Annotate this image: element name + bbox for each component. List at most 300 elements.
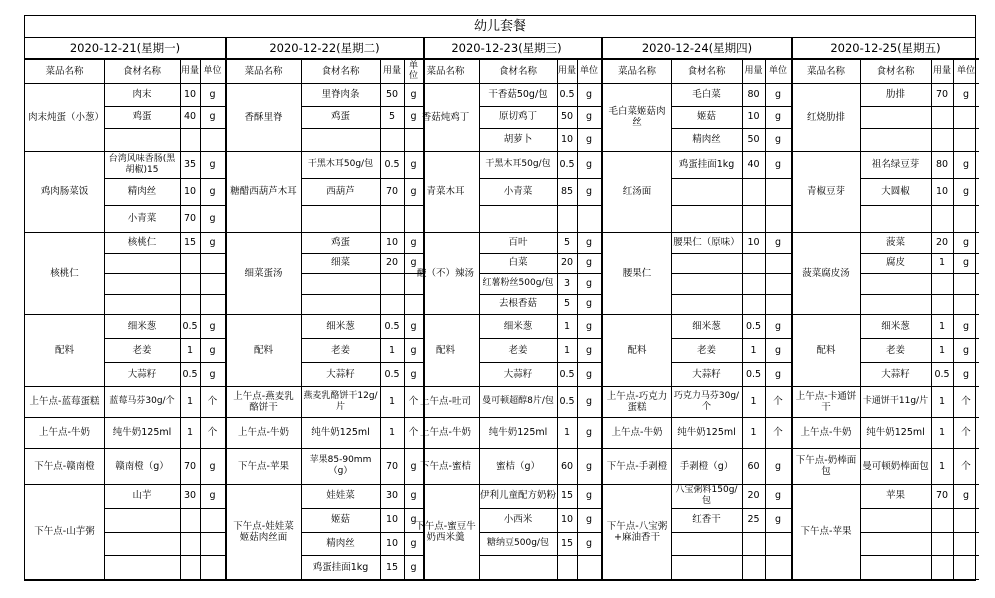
ingredient-unit: g [585, 396, 593, 407]
ingredient-unit: 个 [961, 460, 971, 472]
ingredient-name: 老姜 [132, 344, 152, 356]
dish-name: 酸（不）辣汤 [416, 267, 474, 279]
ingredient-qty: 10 [935, 186, 949, 197]
ingredient-unit: g [209, 213, 216, 224]
ingredient-unit: 个 [207, 427, 218, 438]
date-row-divider [792, 58, 979, 60]
col-header-ingredient: 食材名称 [498, 65, 537, 77]
item-row-divider [671, 178, 791, 179]
item-row-divider [104, 128, 225, 129]
item-row-divider [671, 273, 791, 274]
ingredient-qty: 35 [183, 159, 197, 170]
dish-name: 细菜蛋汤 [244, 267, 283, 279]
column-divider [931, 59, 932, 580]
dish-name: 上午点-牛奶 [800, 427, 852, 438]
column-divider [557, 59, 558, 580]
item-row-divider [860, 532, 979, 533]
col-header-ingredient: 食材名称 [876, 65, 915, 77]
dish-name: 上午点-燕麦乳酪饼干 [233, 390, 294, 413]
ingredient-qty: 1 [938, 320, 946, 332]
dish-name: 毛白菜姬菇肉丝 [608, 106, 666, 128]
ingredient-name: 蓝莓马芬30g/个 [109, 396, 175, 406]
column-divider [104, 59, 105, 580]
ingredient-name: 老姜 [885, 344, 905, 356]
group-divider [412, 579, 601, 580]
ingredient-unit: g [209, 111, 216, 123]
ingredient-qty: 30 [183, 490, 197, 502]
column-divider [301, 59, 302, 580]
item-row-divider [104, 532, 225, 533]
ingredient-unit: g [962, 368, 970, 380]
ingredient-unit: 个 [773, 427, 783, 438]
ingredient-unit: g [410, 88, 417, 100]
ingredient-qty: 1 [186, 427, 194, 438]
col-header-qty: 用量 [181, 66, 200, 76]
ingredient-name: 去根香菇 [498, 298, 537, 310]
ingredient-qty: 1 [938, 344, 946, 356]
col-header-unit: 单位 [956, 66, 975, 76]
ingredient-name: 老姜 [696, 344, 716, 356]
item-row-divider [671, 555, 791, 556]
column-divider [380, 59, 381, 580]
ingredient-name: 大圆椒 [881, 186, 910, 197]
ingredient-qty: 10 [747, 111, 760, 123]
group-divider [603, 579, 791, 580]
item-row-divider [104, 508, 225, 509]
item-row-divider [671, 205, 791, 206]
dish-name: 下午点-蜜豆牛奶西米羹 [415, 520, 476, 543]
col-header-qty: 用量 [744, 66, 763, 76]
ingredient-name: 鸡蛋 [330, 236, 350, 248]
ingredient-qty: 1 [938, 257, 946, 269]
ingredient-unit: g [774, 460, 782, 472]
ingredient-unit: g [410, 186, 417, 197]
ingredient-unit: g [774, 111, 782, 123]
ingredient-name: 精肉丝 [127, 186, 157, 197]
col-header-dish: 菜品名称 [244, 65, 283, 77]
dish-name: 香菇炖鸡丁 [421, 111, 470, 123]
ingredient-unit: g [962, 236, 970, 248]
dish-name: 下午点-赣南橙 [34, 460, 95, 472]
ingredient-qty: 0.5 [934, 368, 950, 380]
ingredient-name: 腰果仁（原味） [673, 236, 740, 248]
ingredient-name: 纯牛奶125ml [311, 427, 370, 438]
ingredient-name: 核桃仁 [127, 236, 157, 248]
item-row-divider [671, 532, 791, 533]
group-divider [25, 579, 225, 580]
ingredient-unit: g [962, 344, 970, 356]
ingredient-name: 腐皮 [885, 257, 905, 269]
ingredient-qty: 5 [563, 236, 571, 248]
ingredient-qty: 1 [563, 320, 571, 332]
item-row-divider [104, 253, 225, 254]
dish-name: 青菜木耳 [426, 186, 465, 197]
day-date-header: 2020-12-23(星期三) [451, 40, 562, 55]
sheet-title: 幼儿套餐 [25, 16, 975, 38]
col-header-dish: 菜品名称 [426, 65, 465, 77]
ingredient-qty: 60 [747, 460, 760, 472]
ingredient-unit: g [410, 159, 417, 170]
dish-name: 红汤面 [622, 186, 652, 197]
ingredient-unit: g [585, 134, 593, 146]
ingredient-unit: g [585, 298, 593, 310]
ingredient-unit: g [774, 344, 782, 356]
col-header-qty: 用量 [932, 66, 951, 76]
item-row-divider [860, 508, 979, 509]
column-divider [180, 59, 181, 580]
ingredient-name: 细菜 [330, 257, 350, 269]
ingredient-name: 胡萝卜 [503, 134, 533, 146]
col-header-unit: 单位 [768, 66, 787, 76]
ingredient-qty: 1 [938, 396, 946, 407]
ingredient-qty: 0.5 [182, 368, 198, 380]
ingredient-name: 红香干 [692, 514, 721, 526]
ingredient-unit: g [209, 344, 216, 356]
ingredient-qty: 50 [560, 111, 574, 123]
item-row-divider [860, 273, 979, 274]
ingredient-unit: g [962, 88, 970, 100]
item-row-divider [860, 106, 979, 107]
dish-name: 腰果仁 [622, 267, 652, 279]
col-header-ingredient: 食材名称 [687, 65, 726, 77]
ingredient-qty: 15 [183, 236, 197, 248]
dish-name: 下午点-娃娃菜姬菇肉丝面 [233, 520, 294, 543]
ingredient-qty: 70 [385, 460, 399, 472]
ingredient-qty: 70 [183, 213, 197, 224]
ingredient-qty: 10 [560, 134, 574, 146]
ingredient-name: 细米葱 [692, 320, 721, 332]
dish-name: 核桃仁 [50, 267, 79, 279]
ingredient-unit: 个 [961, 427, 971, 438]
dish-name: 红烧肋排 [806, 111, 845, 123]
ingredient-qty: 60 [560, 460, 574, 472]
ingredient-unit: g [585, 257, 593, 269]
ingredient-unit: g [585, 320, 593, 332]
ingredient-qty: 10 [560, 514, 574, 526]
ingredient-qty: 10 [385, 236, 399, 248]
day-date-header: 2020-12-22(星期二) [269, 40, 380, 55]
ingredient-unit: 个 [408, 427, 419, 438]
dish-name: 配料 [816, 344, 836, 356]
ingredient-unit: g [774, 320, 782, 332]
ingredient-qty: 70 [385, 186, 399, 197]
ingredient-name: 燕麦乳酪饼干12g/片 [303, 390, 378, 412]
ingredient-name: 苹果 [885, 490, 905, 502]
ingredient-qty: 40 [183, 111, 197, 123]
ingredient-unit: g [410, 537, 417, 549]
ingredient-name: 肉末 [132, 88, 152, 100]
ingredient-unit: 个 [773, 396, 783, 407]
ingredient-qty: 70 [183, 460, 197, 472]
ingredient-qty: 10 [183, 186, 197, 197]
column-divider [671, 59, 672, 580]
item-row-divider [104, 555, 225, 556]
ingredient-qty: 1 [750, 427, 757, 438]
ingredient-name: 白菜 [508, 257, 528, 269]
header-row-divider [412, 83, 601, 84]
header-row-divider [226, 83, 423, 84]
ingredient-unit: g [209, 460, 216, 472]
ingredient-unit: 个 [961, 396, 971, 407]
ingredient-qty: 1 [388, 427, 396, 438]
ingredient-qty: 5 [388, 111, 396, 123]
day-date-header: 2020-12-24(星期四) [641, 40, 753, 55]
ingredient-unit: g [585, 159, 593, 170]
dish-name: 肉末炖蛋（小葱） [28, 111, 104, 123]
ingredient-unit: g [209, 320, 216, 332]
header-row-divider [25, 83, 225, 84]
ingredient-qty: 0.5 [384, 320, 400, 332]
ingredient-qty: 0.5 [384, 159, 400, 170]
ingredient-name: 纯牛奶125ml [866, 427, 925, 438]
dish-name: 配料 [435, 344, 455, 356]
ingredient-name: 细米葱 [503, 320, 533, 332]
dish-name: 下午点-山芋粥 [34, 526, 95, 537]
col-header-dish: 菜品名称 [45, 65, 84, 77]
dish-name: 配料 [253, 344, 273, 356]
ingredient-unit: g [962, 490, 970, 502]
ingredient-name: 糖纳豆500g/包 [487, 537, 549, 548]
ingredient-name: 西葫芦 [326, 186, 355, 197]
ingredient-qty: 20 [935, 236, 949, 248]
ingredient-qty: 85 [560, 186, 574, 197]
ingredient-name: 娃娃菜 [326, 490, 355, 502]
dish-name: 下午点-手剥橙 [606, 460, 668, 472]
ingredient-unit: 个 [408, 396, 419, 407]
item-row-divider [671, 294, 791, 295]
ingredient-unit: g [410, 257, 417, 269]
dish-name: 香酥里脊 [244, 111, 283, 123]
item-row-divider [860, 205, 979, 206]
ingredient-name: 巧克力马芬30g/个 [673, 390, 740, 412]
ingredient-name: 精肉丝 [326, 537, 355, 549]
ingredient-qty: 10 [747, 236, 760, 248]
ingredient-name: 小青菜 [127, 213, 157, 224]
ingredient-unit: g [585, 514, 593, 526]
column-divider [953, 59, 954, 580]
dish-name: 上午点-牛奶 [420, 427, 471, 438]
col-header-ingredient: 食材名称 [122, 65, 161, 77]
ingredient-name: 干黑木耳50g/包 [307, 159, 374, 169]
ingredient-unit: g [410, 490, 417, 502]
ingredient-unit: g [585, 460, 593, 472]
ingredient-name: 山芋 [132, 490, 152, 502]
ingredient-name: 里脊肉条 [321, 88, 360, 100]
ingredient-unit: g [585, 427, 593, 438]
ingredient-unit: g [410, 320, 417, 332]
ingredient-unit: g [410, 368, 417, 380]
ingredient-unit: g [585, 88, 593, 100]
ingredient-unit: g [410, 460, 417, 472]
ingredient-unit: g [209, 186, 216, 197]
ingredient-qty: 70 [935, 88, 949, 100]
column-divider [742, 59, 743, 580]
dish-name: 上午点-吐司 [420, 396, 471, 407]
ingredient-name: 纯牛奶125ml [488, 427, 548, 438]
ingredient-unit: g [585, 236, 593, 248]
ingredient-unit: g [410, 561, 417, 573]
ingredient-name: 鸡蛋 [330, 111, 350, 123]
ingredient-name: 姬菇 [330, 514, 350, 526]
ingredient-qty: 80 [747, 88, 760, 100]
ingredient-unit: g [585, 368, 593, 380]
ingredient-unit: g [209, 159, 216, 170]
ingredient-unit: g [585, 344, 593, 356]
ingredient-qty: 0.5 [384, 368, 400, 380]
ingredient-qty: 20 [560, 257, 574, 269]
item-row-divider [860, 128, 979, 129]
item-row-divider [104, 273, 225, 274]
ingredient-unit: g [585, 490, 593, 502]
dish-name: 上午点-牛奶 [238, 427, 289, 438]
ingredient-name: 卡通饼干11g/片 [862, 396, 929, 406]
dish-name: 下午点-奶棒面包 [795, 455, 857, 477]
item-row-divider [860, 294, 979, 295]
ingredient-unit: g [410, 344, 417, 356]
ingredient-unit: g [585, 277, 593, 289]
col-header-unit: 单位 [203, 66, 222, 76]
group-divider [226, 579, 423, 580]
ingredient-name: 手剥橙（g） [679, 460, 734, 472]
col-header-unit: 单位 [579, 66, 598, 76]
header-row-divider [792, 83, 979, 84]
ingredient-qty: 1 [563, 344, 571, 356]
ingredient-qty: 0.5 [559, 368, 575, 380]
ingredient-name: 百叶 [508, 236, 528, 248]
ingredient-qty: 1 [186, 344, 194, 356]
ingredient-unit: 个 [207, 396, 218, 407]
ingredient-name: 细米葱 [127, 320, 157, 332]
ingredient-qty: 1 [388, 396, 396, 407]
ingredient-qty: 50 [385, 88, 399, 100]
ingredient-unit: g [774, 490, 782, 502]
column-divider [200, 59, 201, 580]
col-header-dish: 菜品名称 [617, 65, 656, 77]
header-row-divider [603, 83, 791, 84]
col-header-qty: 用量 [558, 66, 577, 76]
ingredient-name: 细米葱 [326, 320, 355, 332]
ingredient-qty: 15 [560, 537, 574, 549]
ingredient-qty: 10 [385, 537, 399, 549]
ingredient-name: 纯牛奶125ml [677, 427, 736, 438]
ingredient-name: 原切鸡丁 [498, 111, 537, 123]
ingredient-qty: 1 [388, 344, 396, 356]
col-header-unit: 单位 [408, 61, 418, 81]
ingredient-unit: g [209, 236, 216, 248]
ingredient-unit: g [410, 111, 417, 123]
ingredient-qty: 0.5 [745, 368, 762, 380]
ingredient-name: 台湾风味香肠(黑胡椒)15 [108, 153, 176, 175]
column-divider [479, 59, 480, 580]
ingredient-name: 小青菜 [503, 186, 533, 197]
date-row-divider [603, 58, 791, 60]
ingredient-unit: g [774, 368, 782, 380]
ingredient-qty: 25 [747, 514, 760, 526]
ingredient-qty: 40 [747, 159, 760, 170]
ingredient-name: 红薯粉丝500g/包 [482, 277, 554, 288]
dish-name: 上午点-蓝莓蛋糕 [29, 396, 100, 407]
ingredient-qty: 1 [563, 427, 571, 438]
ingredient-name: 鸡蛋挂面1kg [678, 159, 735, 170]
ingredient-unit: g [585, 537, 593, 549]
item-row-divider [479, 555, 601, 556]
ingredient-unit: g [962, 320, 970, 332]
ingredient-name: 大蒜籽 [326, 368, 355, 380]
ingredient-qty: 50 [747, 134, 760, 146]
ingredient-name: 精肉丝 [692, 134, 721, 146]
ingredient-name: 大蒜籽 [503, 368, 533, 380]
ingredient-qty: 0.5 [559, 396, 575, 407]
dish-name: 下午点-八宝粥+麻油香干 [606, 520, 668, 543]
ingredient-name: 肋排 [885, 88, 905, 100]
ingredient-name: 大蒜籽 [881, 368, 910, 380]
ingredient-unit: g [410, 236, 417, 248]
group-divider [792, 579, 979, 580]
item-row-divider [671, 253, 791, 254]
item-row-divider [479, 205, 601, 206]
item-row-divider [104, 294, 225, 295]
date-row-divider [226, 58, 423, 60]
ingredient-name: 老姜 [330, 344, 350, 356]
ingredient-name: 大蒜籽 [692, 368, 721, 380]
ingredient-qty: 10 [385, 514, 399, 526]
ingredient-qty: 20 [747, 490, 760, 502]
ingredient-qty: 3 [563, 277, 571, 289]
column-divider [860, 59, 861, 580]
dish-name: 上午点-牛奶 [611, 427, 663, 438]
ingredient-unit: g [962, 257, 970, 269]
ingredient-name: 干香菇50g/包 [488, 88, 548, 100]
dish-name: 上午点-牛奶 [39, 427, 90, 438]
ingredient-name: 赣南橙（g） [115, 460, 169, 472]
ingredient-unit: g [774, 236, 782, 248]
ingredient-qty: 0.5 [182, 320, 198, 332]
ingredient-unit: g [209, 368, 216, 380]
dish-name: 菠菜腐皮汤 [802, 267, 850, 279]
ingredient-qty: 30 [385, 490, 399, 502]
dish-name: 下午点-苹果 [238, 460, 289, 472]
ingredient-unit: g [410, 514, 417, 526]
ingredient-name: 伊利儿童配方奶粉 [480, 490, 557, 502]
ingredient-qty: 0.5 [559, 88, 575, 100]
ingredient-name: 鸡蛋 [132, 111, 152, 123]
column-divider [577, 59, 578, 580]
ingredient-qty: 1 [750, 344, 757, 356]
column-divider [765, 59, 766, 580]
column-divider [404, 59, 405, 580]
day-date-header: 2020-12-25(星期五) [830, 40, 941, 55]
ingredient-unit: g [962, 159, 970, 170]
ingredient-unit: g [962, 186, 970, 197]
ingredient-qty: 20 [385, 257, 399, 269]
dish-name: 鸡肉肠菜饭 [40, 186, 89, 197]
ingredient-name: 大蒜籽 [127, 368, 157, 380]
ingredient-unit: g [585, 111, 593, 123]
item-row-divider [860, 555, 979, 556]
col-header-ingredient: 食材名称 [321, 65, 360, 77]
ingredient-name: 苹果85-90mm（g） [309, 455, 372, 476]
date-row-divider [25, 58, 225, 60]
ingredient-name: 干黑木耳50g/包 [485, 159, 551, 169]
ingredient-qty: 1 [186, 396, 194, 407]
ingredient-qty: 10 [183, 88, 197, 100]
ingredient-unit: g [585, 186, 593, 197]
dish-name: 下午点-苹果 [800, 526, 852, 537]
ingredient-qty: 0.5 [745, 320, 762, 332]
ingredient-qty: 5 [563, 298, 571, 310]
dish-name: 下午点-蜜桔 [420, 460, 471, 472]
dish-name: 糖醋西葫芦木耳 [230, 186, 297, 197]
